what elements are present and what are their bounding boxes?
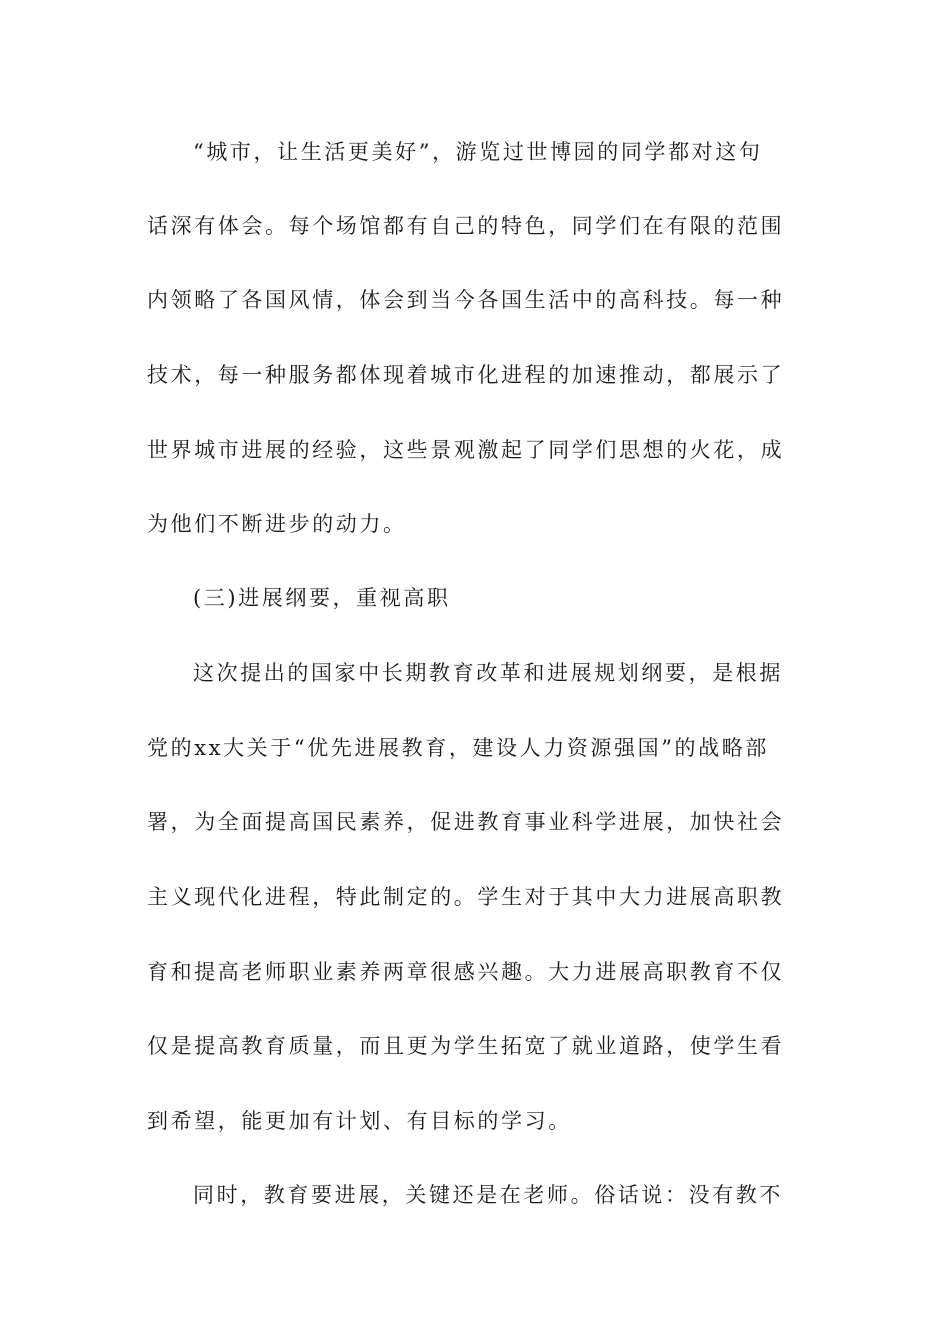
paragraph-line: 世界城市进展的经验，这些景观激起了同学们思想的火花，成 — [147, 438, 785, 462]
paragraph-line: 党的xx大关于“优先进展教育，建设人力资源强国”的战略部 — [147, 736, 769, 760]
paragraph-line: 话深有体会。每个场馆都有自己的特色，同学们在有限的范围 — [147, 214, 785, 238]
paragraph-line: 育和提高老师职业素养两章很感兴趣。大力进展高职教育不仅 — [147, 960, 785, 984]
paragraph-line: 仅是提高教育质量，而且更为学生拓宽了就业道路，使学生看 — [147, 1034, 785, 1058]
paragraph-line: 这次提出的国家中长期教育改革和进展规划纲要，是根据 — [193, 661, 783, 685]
paragraph-line: 主义现代化进程，特此制定的。学生对于其中大力进展高职教 — [147, 885, 785, 909]
paragraph-line: “城市，让生活更美好”，游览过世博园的同学都对这句 — [193, 140, 763, 164]
section-heading: (三)进展纲要，重视高职 — [193, 586, 451, 610]
paragraph-line: 署，为全面提高国民素养，促进教育事业科学进展，加快社会 — [147, 810, 785, 834]
paragraph-line: 为他们不断进步的动力。 — [147, 512, 407, 536]
paragraph-line: 技术，每一种服务都体现着城市化进程的加速推动，都展示了 — [147, 363, 785, 387]
paragraph-line: 同时，教育要进展，关键还是在老师。俗话说：没有教不 — [193, 1183, 783, 1207]
paragraph-line: 到希望，能更加有计划、有目标的学习。 — [147, 1109, 572, 1133]
paragraph-line: 内领略了各国风情，体会到当今各国生活中的高科技。每一种 — [147, 288, 785, 312]
